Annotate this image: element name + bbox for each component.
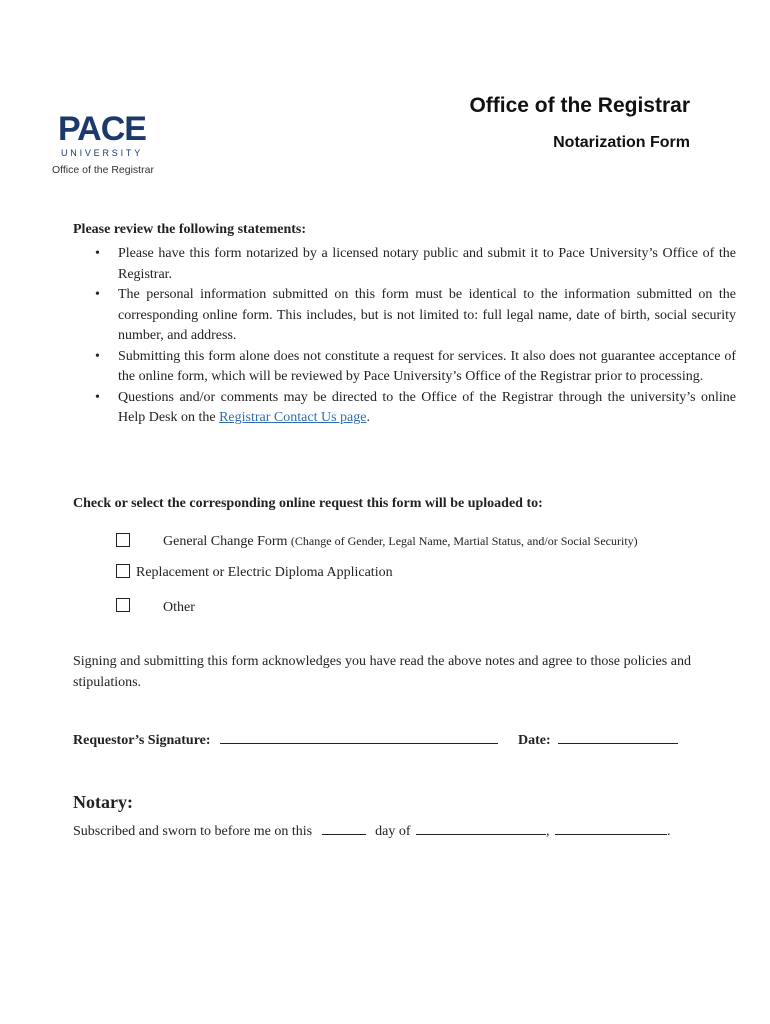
statement-item: • The personal information submitted on this form must be identical to the information submitted on the corresponding online form. This includes, but is not limited to: full legal name, date of birth, social security number, and address.	[118, 285, 736, 347]
university-logo	[52, 112, 172, 176]
statement-item: • Submitting this form alone does not constitute a request for services. It also does not guarantee acceptance of the online form, which will be reviewed by Pace University’s Office of the Registrar prior to processing.	[118, 347, 736, 388]
general-change-label: General Change Form	[163, 534, 288, 549]
logo-wordmark: PACE	[58, 110, 146, 148]
notary-day-field[interactable]	[322, 822, 366, 835]
notary-year-field[interactable]	[555, 822, 667, 835]
statements-list	[73, 244, 736, 429]
notary-statement	[73, 822, 671, 840]
notary-period: .	[667, 824, 671, 839]
statement-text: Questions and/or comments may be directed to the Office of the Registrar through the university’s online Help Desk on the	[118, 389, 736, 425]
date-row	[518, 731, 678, 749]
date-field[interactable]	[558, 731, 678, 744]
registrar-contact-link[interactable]: Registrar Contact Us page	[219, 410, 367, 425]
other-checkbox[interactable]	[116, 598, 130, 612]
page-title: Office of the Registrar	[469, 94, 690, 117]
logo-university-text: UNIVERSITY	[60, 148, 143, 158]
diploma-application-label: Replacement or Electric Diploma Application	[136, 565, 393, 580]
statements-intro: Please review the following statements:	[73, 222, 307, 237]
signature-label: Requestor’s Signature:	[73, 733, 211, 748]
notary-text-start: Subscribed and sworn to before me on this	[73, 824, 313, 839]
statement-period: .	[366, 410, 370, 425]
general-change-detail: (Change of Gender, Legal Name, Martial Status, and/or Social Security)	[290, 534, 638, 548]
statement-item	[118, 388, 736, 429]
statement-item: • Please have this form notarized by a licensed notary public and submit it to Pace University’s Office of the Registrar.	[118, 244, 736, 285]
other-label: Other	[163, 600, 195, 615]
signature-row	[73, 731, 498, 749]
page-subtitle: Notarization Form	[553, 134, 690, 151]
notary-day-of: day of	[375, 824, 411, 839]
acknowledgement-text: Signing and submitting this form acknowledges you have read the above notes and agree to those policies and stipulations.	[73, 654, 691, 690]
notary-month-field[interactable]	[416, 822, 546, 835]
general-change-checkbox[interactable]	[116, 533, 130, 547]
date-label: Date:	[518, 733, 551, 748]
check-section-heading: Check or select the corresponding online request this form will be uploaded to:	[73, 496, 543, 511]
notary-heading: Notary:	[73, 792, 133, 812]
signature-field[interactable]	[220, 731, 498, 744]
logo-office-text: Office of the Registrar	[52, 164, 154, 176]
diploma-application-checkbox[interactable]	[116, 564, 130, 578]
general-change-option	[163, 534, 638, 550]
notary-comma: ,	[546, 824, 550, 839]
